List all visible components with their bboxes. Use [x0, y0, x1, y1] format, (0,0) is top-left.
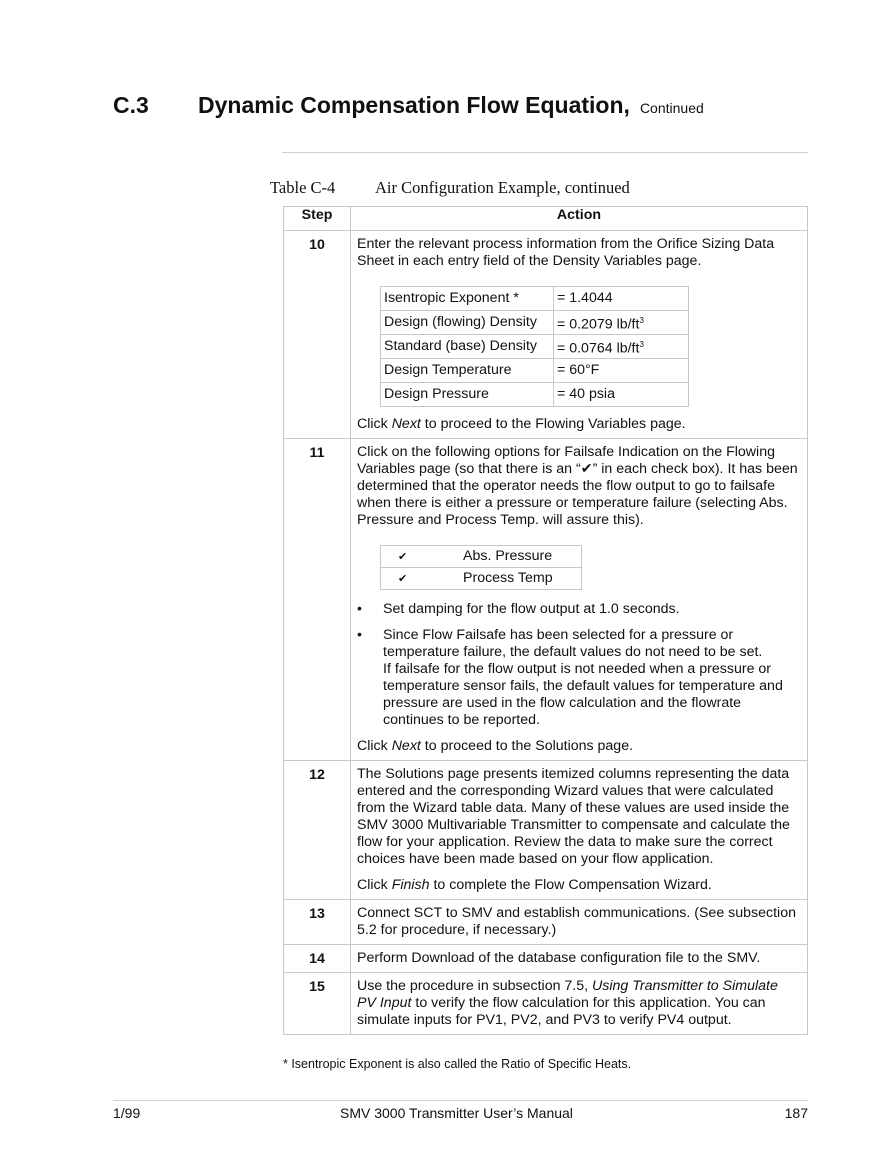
checkbox-cell — [381, 568, 582, 590]
step-action — [351, 973, 808, 1035]
header-action: Action — [351, 207, 808, 231]
param-label: Isentropic Exponent * — [381, 287, 554, 311]
checkbox-row — [381, 546, 582, 568]
click-prefix: Click — [357, 416, 392, 432]
step-action — [351, 439, 808, 761]
checkbox-row — [381, 568, 582, 590]
step-action — [351, 900, 808, 945]
step-15-prefix: Use the procedure in subsection 7.5, — [357, 978, 593, 994]
bullet-list — [357, 601, 799, 729]
param-value — [554, 383, 689, 407]
param-label: Design Temperature — [381, 359, 554, 383]
step-15-text — [357, 978, 799, 1029]
click-prefix: Click — [357, 738, 392, 754]
param-value-text: = 0.0764 lb/ft — [557, 340, 640, 357]
table-row-step-13 — [284, 900, 808, 945]
step-12-click — [357, 877, 799, 894]
failsafe-checkbox-table — [380, 545, 582, 590]
step-14-text: Perform Download of the database configuration file to the SMV. — [357, 950, 761, 966]
checkbox-label: Abs. Pressure — [463, 547, 553, 564]
click-prefix: Click — [357, 877, 392, 893]
step-action — [351, 231, 808, 439]
step-11-click — [357, 738, 799, 755]
param-row — [381, 383, 689, 407]
bullet-item — [357, 601, 799, 618]
bullet-text: Set damping for the flow output at 1.0 seconds. — [383, 601, 680, 617]
density-variables-table — [380, 286, 689, 407]
param-value-text: = 1.4044 — [557, 290, 613, 306]
step-number: 11 — [284, 439, 351, 761]
param-value — [554, 359, 689, 383]
step-10-intro: Enter the relevant process information from the Orifice Sizing Data Sheet in each entry field of the Density Variables page. — [357, 236, 775, 269]
step-12-text: The Solutions page presents itemized columns representing the data entered and the corresponding Wizard values that were calculated from the Wizard table data. Many of these values are used inside the SMV 3000 Multivariable Transmitter to compensate and calculate the flow for your application. Review the data to make sure the correct choices have been made based on your flow application. — [357, 766, 790, 867]
param-value-text: = 40 psia — [557, 386, 615, 402]
footer-divider — [113, 1100, 808, 1101]
steps-table — [283, 206, 808, 1035]
step-number: 12 — [284, 761, 351, 900]
param-unit-superscript: 3 — [639, 339, 644, 349]
param-value — [554, 287, 689, 311]
table-header-row — [284, 207, 808, 231]
section-title-text: Dynamic Compensation Flow Equation, — [198, 92, 630, 118]
table-caption-title: Air Configuration Example, continued — [375, 178, 630, 197]
table-caption — [270, 178, 630, 198]
click-suffix: to complete the Flow Compensation Wizard. — [429, 877, 712, 893]
bullet-icon: • — [357, 601, 362, 617]
param-label: Design (flowing) Density — [381, 311, 554, 335]
param-value — [554, 311, 689, 335]
click-suffix: to proceed to the Solutions page. — [420, 738, 634, 754]
section-continued: Continued — [639, 100, 704, 116]
step-11-intro: Click on the following options for Failsafe Indication on the Flowing Variables page (so that there is an “✔” in each check box). It has been determined that the operator needs the flow output to go to failsafe when there is either a pressure or temperature failure (selecting Abs. Pressure and Process Temp. will assure this). — [357, 444, 798, 528]
bullet-icon: • — [357, 627, 362, 643]
step-13-text: Connect SCT to SMV and establish communications. (See subsection 5.2 for procedure, if necessary.) — [357, 905, 796, 938]
bullet-text: Since Flow Failsafe has been selected for a pressure or temperature failure, the default values do not need to be set. — [383, 627, 763, 660]
step-number: 10 — [284, 231, 351, 439]
check-mark-icon: ✔ — [398, 572, 408, 585]
table-row-step-15 — [284, 973, 808, 1035]
section-title — [198, 92, 704, 119]
step-number: 13 — [284, 900, 351, 945]
footer-manual-title: SMV 3000 Transmitter User’s Manual — [340, 1105, 573, 1121]
footer-date: 1/99 — [113, 1105, 141, 1121]
param-row — [381, 335, 689, 359]
step-15-suffix: to verify the flow calculation for this application. You can simulate inputs for PV1, PV2, and PV3 to verify PV4 output. — [357, 995, 766, 1028]
param-value-text: = 0.2079 lb/ft — [557, 316, 640, 333]
button-reference-finish: Finish — [391, 877, 430, 893]
param-row — [381, 287, 689, 311]
param-row — [381, 311, 689, 335]
param-label: Design Pressure — [381, 383, 554, 407]
step-10-click — [357, 416, 799, 433]
param-value-text: = 60°F — [557, 362, 600, 378]
step-action — [351, 945, 808, 973]
table-caption-label: Table C-4 — [270, 178, 336, 197]
table-footnote: * Isentropic Exponent is also called the Ratio of Specific Heats. — [283, 1057, 632, 1071]
bullet-text-continued: If failsafe for the flow output is not needed when a pressure or temperature sensor fails, the default values for temperature and pressure are used in the flow calculation and the flowrate continues to be reported. — [383, 661, 783, 728]
table-row-step-14 — [284, 945, 808, 973]
table-row-step-12 — [284, 761, 808, 900]
button-reference-next: Next — [391, 738, 421, 754]
subsection-reference: Using Transmitter to Simulate PV Input — [357, 978, 778, 1011]
checkbox-label: Process Temp — [463, 569, 553, 586]
section-header — [113, 92, 813, 124]
step-number: 14 — [284, 945, 351, 973]
bullet-item — [357, 627, 799, 729]
button-reference-next: Next — [391, 416, 421, 432]
section-number: C.3 — [113, 92, 149, 118]
table-row-step-10 — [284, 231, 808, 439]
click-suffix: to proceed to the Flowing Variables page. — [420, 416, 686, 432]
param-unit-superscript: 3 — [639, 315, 644, 325]
checkbox-cell — [381, 546, 582, 568]
check-mark-icon: ✔ — [398, 550, 408, 563]
header-divider — [282, 152, 808, 153]
param-row — [381, 359, 689, 383]
header-step: Step — [284, 207, 351, 231]
step-action — [351, 761, 808, 900]
footer-page-number: 187 — [784, 1105, 808, 1121]
step-number: 15 — [284, 973, 351, 1035]
param-value — [554, 335, 689, 359]
table-row-step-11 — [284, 439, 808, 761]
param-label: Standard (base) Density — [381, 335, 554, 359]
